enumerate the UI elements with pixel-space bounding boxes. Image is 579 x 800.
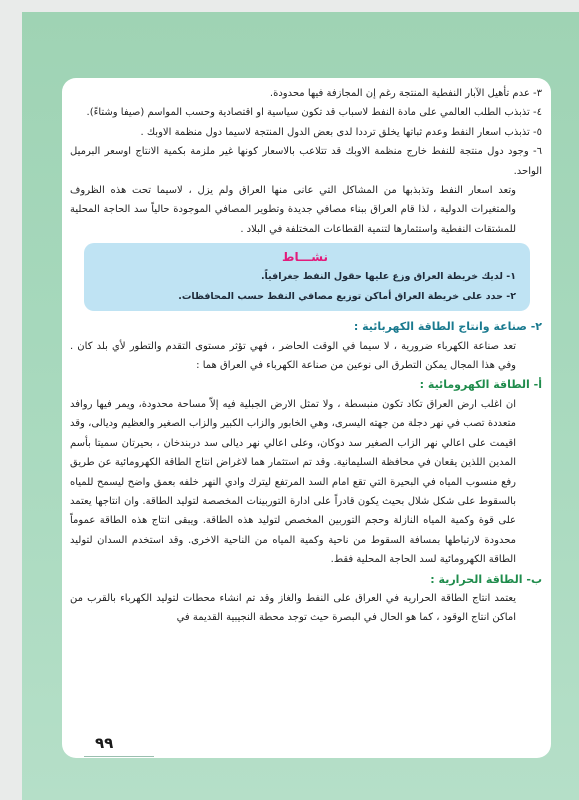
activity-line-2: ٢- حدد على خريطة العراق أماكن توزيع مصافي النفط حسب المحافظات.: [178, 291, 516, 303]
list-item-4: ٤- تذبذب الطلب العالمي على مادة النفط لاسباب قد تكون سياسية او اقتصادية وحسب المواسم (صيفا وشتاءً).: [86, 107, 542, 119]
activity-line-1: ١- لديك خريطة العراق وزع عليها حقول النفط جغرافياً.: [260, 271, 516, 283]
section-heading-electricity: ٢- صناعة وانتاج الطاقة الكهربائية :: [353, 320, 542, 334]
subsection-heading-thermal: ب- الطاقة الحرارية :: [430, 572, 542, 586]
activity-box: [84, 243, 530, 311]
page-content: [70, 84, 542, 628]
page-number-underline: [84, 756, 154, 757]
paragraph-oil-prices: وتعد اسعار النفط وتذبذبها من المشاكل التي عانى منها العراق ولم يزل ، لاسيما تحت هذه الظروف والمتغيرات الدولية ، لذا قام العراق ببناء مصافي جديدة وتطوير المصافي الموجودة حالياً سد الحاجة المحلية للمشتقات النفطية واستثمارها لتنمية القطاعات المختلفة في البلاد .: [70, 185, 516, 235]
list-item-5: ٥- تذبذب اسعار النفط وعدم ثباتها يخلق ترددا لدى بعض الدول المنتجة لاسيما دول منظمة الاوبك .: [140, 126, 542, 138]
list-item-6: ٦- وجود دول منتجة للنفط خارج منظمة الاوبك قد تتلاعب بالاسعار كونها غير ملزمة بكمية الانتاج اوسعر البرميل الواحد.: [70, 146, 542, 177]
activity-title: نشـــاط: [282, 250, 328, 265]
page-number: ٩٩: [95, 734, 114, 752]
thermal-paragraph: يعتمد انتاج الطاقة الحرارية في العراق على النفط والغاز وقد تم انشاء محطات لتوليد الكهرباء بالقرب من اماكن انتاج الوقود ، كما هو الحال في البصرة حيث توجد محطة النجيبية القديمة في: [70, 592, 516, 624]
section-intro: تعد صناعة الكهرباء ضرورية ، لا سيما في الوقت الحاضر ، فهي تؤثر مستوى التقدم والتطور لأي بلد كان . وفي هذا المجال يمكن التطرق الى نوعين من صناعة الكهرباء في العراق هما :: [70, 340, 516, 372]
subsection-heading-hydro: أ- الطاقة الكهرومائية :: [419, 378, 542, 392]
hydro-paragraph: ان اغلب ارض العراق تكاد تكون منبسطة ، ولا تمثل الارض الجبلية فيه إلاّ مساحة محدودة، ويمر فيها روافد متعددة تصب في نهر دجلة من جهته اليسرى، وهي الخابور والزاب الكبير والزاب الصغير والعظيم وديالى، وقد اقيمت على اعالي نهر الزاب الصغير سد دوكان، وعلى اعالي نهر ديالى سد دربندخان ، بحيرتان سميتا بأسم المدين اللذين يقعان في محافظة السليمانية. وقد تم استثمار هما لاغراض انتاج الطاقة الكهرومائية عن طريق رفع منسوب المياه في البحيرة التي تقع امام السد المرتفع ليترك وادي النهر خلفه بعمق واضح ليسمح للمياه بالسقوط على شكل شلال بحيث يكون قادراً على ادارة التوربينات المخصصة لتوليد الطاقة. وان انتاجها يعتمد على قوة وكمية المياه النازلة وحجم التوربين المخصص لتوليد هذه الطاقة. ويبقى انتاج هذه الطاقة عموماً محدودة لارتباطها بمسافة السقوط من ناحية وكمية المياه من الناحية الاخرى. وقد استخدم السدان لتوليد الطاقة الكهرومائية لسد الحاجة المحلية فقط.: [70, 398, 516, 566]
list-item-3: ٣- عدم تأهيل الآبار النفطية المنتجة رغم إن المجازفة فيها محدودة.: [269, 88, 542, 99]
